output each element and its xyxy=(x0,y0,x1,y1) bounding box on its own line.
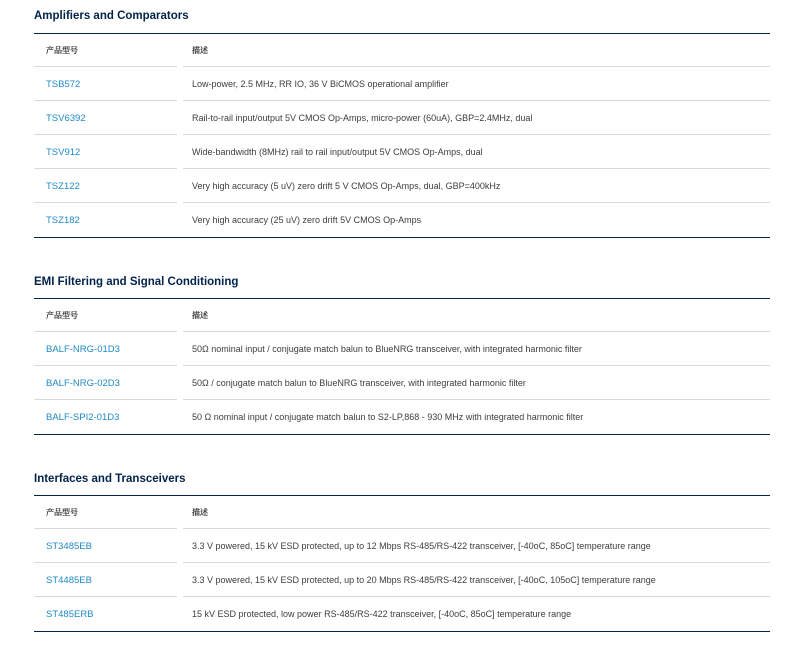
part-description: 3.3 V powered, 15 kV ESD protected, up to 20 Mbps RS-485/RS-422 transceiver, [-40oC, 105oC] temperature range xyxy=(192,575,656,585)
section-amplifiers xyxy=(34,7,770,226)
product-table xyxy=(34,33,770,238)
part-link[interactable]: TSZ182 xyxy=(46,214,80,226)
section-title: Interfaces and Transceivers xyxy=(34,473,186,485)
part-link[interactable]: TSZ122 xyxy=(46,180,80,192)
part-description: Low-power, 2.5 MHz, RR IO, 36 V BiCMOS operational amplifier xyxy=(192,79,449,89)
section-emi-filtering xyxy=(34,273,770,423)
header-description: 描述 xyxy=(192,508,208,517)
part-description: Very high accuracy (25 uV) zero drift 5V CMOS Op-Amps xyxy=(192,215,422,225)
table-row xyxy=(34,563,770,597)
table-row xyxy=(34,400,770,434)
part-description: 50 Ω nominal input / conjugate match balun to S2-LP,868 - 930 MHz with integrated harmonic filter xyxy=(192,412,584,422)
part-link[interactable]: BALF-NRG-01D3 xyxy=(46,343,120,355)
table-row xyxy=(34,135,770,169)
table-row xyxy=(34,101,770,135)
table-bottom-rule xyxy=(34,237,770,238)
header-description: 描述 xyxy=(192,311,208,320)
table-row xyxy=(34,67,770,101)
table-header xyxy=(34,496,770,529)
table-row xyxy=(34,597,770,631)
section-interfaces xyxy=(34,470,770,620)
table-bottom-rule xyxy=(34,434,770,435)
section-title: EMI Filtering and Signal Conditioning xyxy=(34,276,239,288)
part-link[interactable]: ST3485EB xyxy=(46,540,92,552)
table-row xyxy=(34,529,770,563)
table-row xyxy=(34,169,770,203)
part-description: Very high accuracy (5 uV) zero drift 5 V CMOS Op-Amps, dual, GBP=400kHz xyxy=(192,181,501,191)
table-row xyxy=(34,332,770,366)
part-description: Wide-bandwidth (8MHz) rail to rail input/output 5V CMOS Op-Amps, dual xyxy=(192,147,483,157)
product-table xyxy=(34,298,770,435)
header-part-number: 产品型号 xyxy=(46,311,78,320)
part-description: 50Ω nominal input / conjugate match balun to BlueNRG transceiver, with integrated harmonic filter xyxy=(192,344,582,354)
part-description: Rail-to-rail input/output 5V CMOS Op-Amps, micro-power (60uA), GBP=2.4MHz, dual xyxy=(192,113,533,123)
part-link[interactable]: BALF-NRG-02D3 xyxy=(46,377,120,389)
table-row xyxy=(34,366,770,400)
table-header xyxy=(34,299,770,332)
part-link[interactable]: ST4485EB xyxy=(46,574,92,586)
header-part-number: 产品型号 xyxy=(46,508,78,517)
part-link[interactable]: TSV912 xyxy=(46,146,81,158)
part-description: 15 kV ESD protected, low power RS-485/RS-422 transceiver, [-40oC, 85oC] temperature range xyxy=(192,609,572,619)
section-title: Amplifiers and Comparators xyxy=(34,10,189,22)
table-header xyxy=(34,34,770,67)
part-link[interactable]: ST485ERB xyxy=(46,608,94,620)
part-description: 50Ω / conjugate match balun to BlueNRG transceiver, with integrated harmonic filter xyxy=(192,378,526,388)
product-table xyxy=(34,495,770,632)
header-part-number: 产品型号 xyxy=(46,46,78,55)
header-description: 描述 xyxy=(192,46,208,55)
part-link[interactable]: BALF-SPI2-01D3 xyxy=(46,411,120,423)
part-description: 3.3 V powered, 15 kV ESD protected, up to 12 Mbps RS-485/RS-422 transceiver, [-40oC, 85oC] temperature range xyxy=(192,541,651,551)
table-row xyxy=(34,203,770,237)
part-link[interactable]: TSB572 xyxy=(46,78,81,90)
table-bottom-rule xyxy=(34,631,770,632)
part-link[interactable]: TSV6392 xyxy=(46,112,86,124)
